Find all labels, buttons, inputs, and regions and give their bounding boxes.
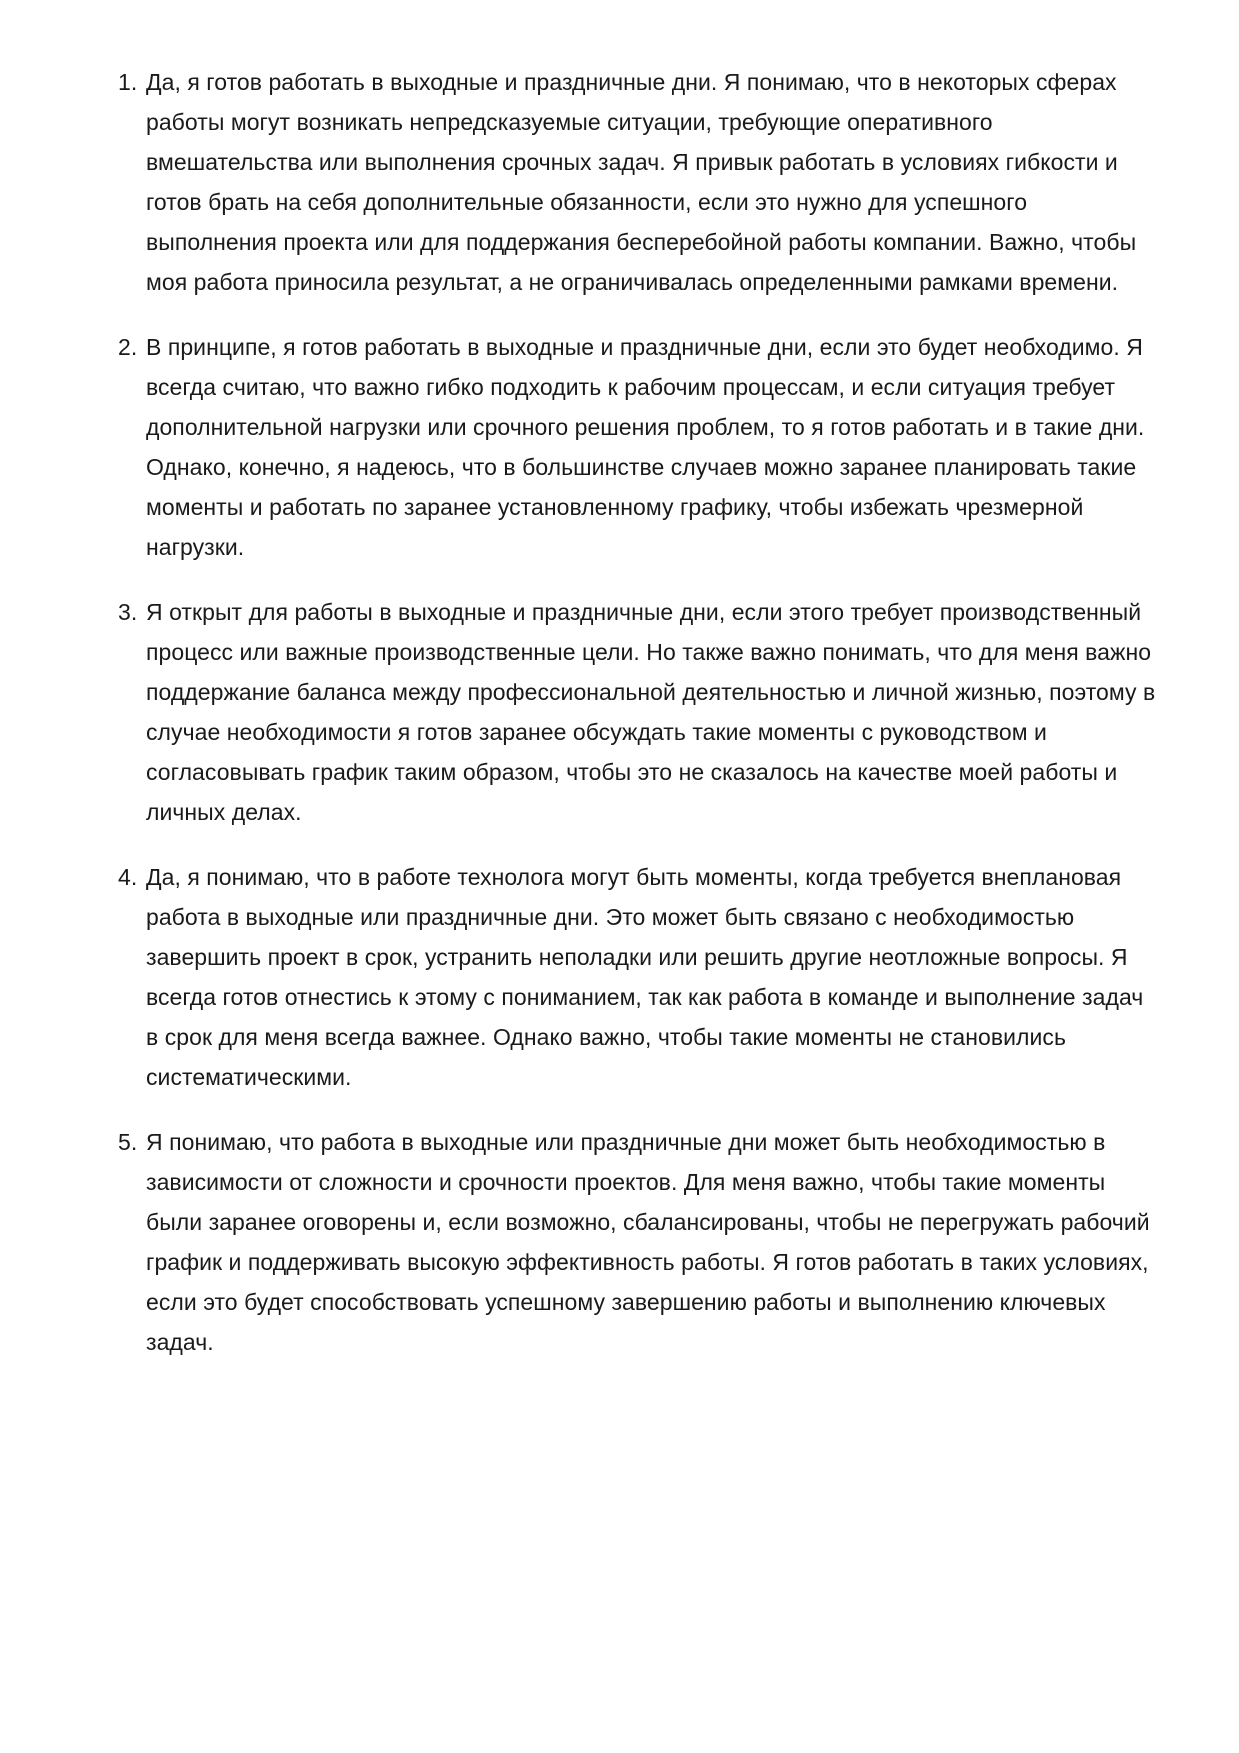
list-item: [118, 327, 1158, 567]
list-item-number: 2.: [118, 334, 138, 360]
list-item: [118, 592, 1158, 832]
list-item-number: 5.: [118, 1129, 138, 1155]
list-item-number: 3.: [118, 599, 138, 625]
list-item-text: В принципе, я готов работать в выходные и праздничные дни, если это будет необходимо. Я всегда считаю, что важно гибко подходить к рабочим процессам, и если ситуация требует дополнительной нагрузки или срочного решения проблем, то я готов работать и в такие дни. Однако, конечно, я надеюсь, что в большинстве случаев можно заранее планировать такие моменты и работать по заранее установленному графику, чтобы избежать чрезмерной нагрузки.: [146, 334, 1145, 560]
list-item-text: Да, я готов работать в выходные и праздничные дни. Я понимаю, что в некоторых сферах работы могут возникать непредсказуемые ситуации, требующие оперативного вмешательства или выполнения срочных задач. Я привык работать в условиях гибкости и готов брать на себя дополнительные обязанности, если это нужно для успешного выполнения проекта или для поддержания бесперебойной работы компании. Важно, чтобы моя работа приносила результат, а не ограничивалась определенными рамками времени.: [146, 69, 1137, 295]
list-item-text: Я понимаю, что работа в выходные или праздничные дни может быть необходимостью в зависимости от сложности и срочности проектов. Для меня важно, чтобы такие моменты были заранее оговорены и, если возможно, сбалансированы, чтобы не перегружать рабочий график и поддерживать высокую эффективность работы. Я готов работать в таких условиях, если это будет способствовать успешному завершению работы и выполнению ключевых задач.: [146, 1129, 1150, 1355]
list-item: [118, 857, 1158, 1097]
list-item: [118, 1122, 1158, 1362]
list-item: [118, 62, 1158, 302]
list-item-number: 1.: [118, 69, 138, 95]
list-item-text: Да, я понимаю, что в работе технолога могут быть моменты, когда требуется внеплановая работа в выходные или праздничные дни. Это может быть связано с необходимостью завершить проект в срок, устранить неполадки или решить другие неотложные вопросы. Я всегда готов отнестись к этому с пониманием, так как работа в команде и выполнение задач в срок для меня всегда важнее. Однако важно, чтобы такие моменты не становились систематическими.: [146, 864, 1144, 1090]
list-item-number: 4.: [118, 864, 138, 890]
answers-list: [118, 62, 1158, 1387]
list-item-text: Я открыт для работы в выходные и праздничные дни, если этого требует производственный процесс или важные производственные цели. Но также важно понимать, что для меня важно поддержание баланса между профессиональной деятельностью и личной жизнью, поэтому в случае необходимости я готов заранее обсуждать такие моменты с руководством и согласовывать график таким образом, чтобы это не сказалось на качестве моей работы и личных делах.: [146, 599, 1156, 825]
